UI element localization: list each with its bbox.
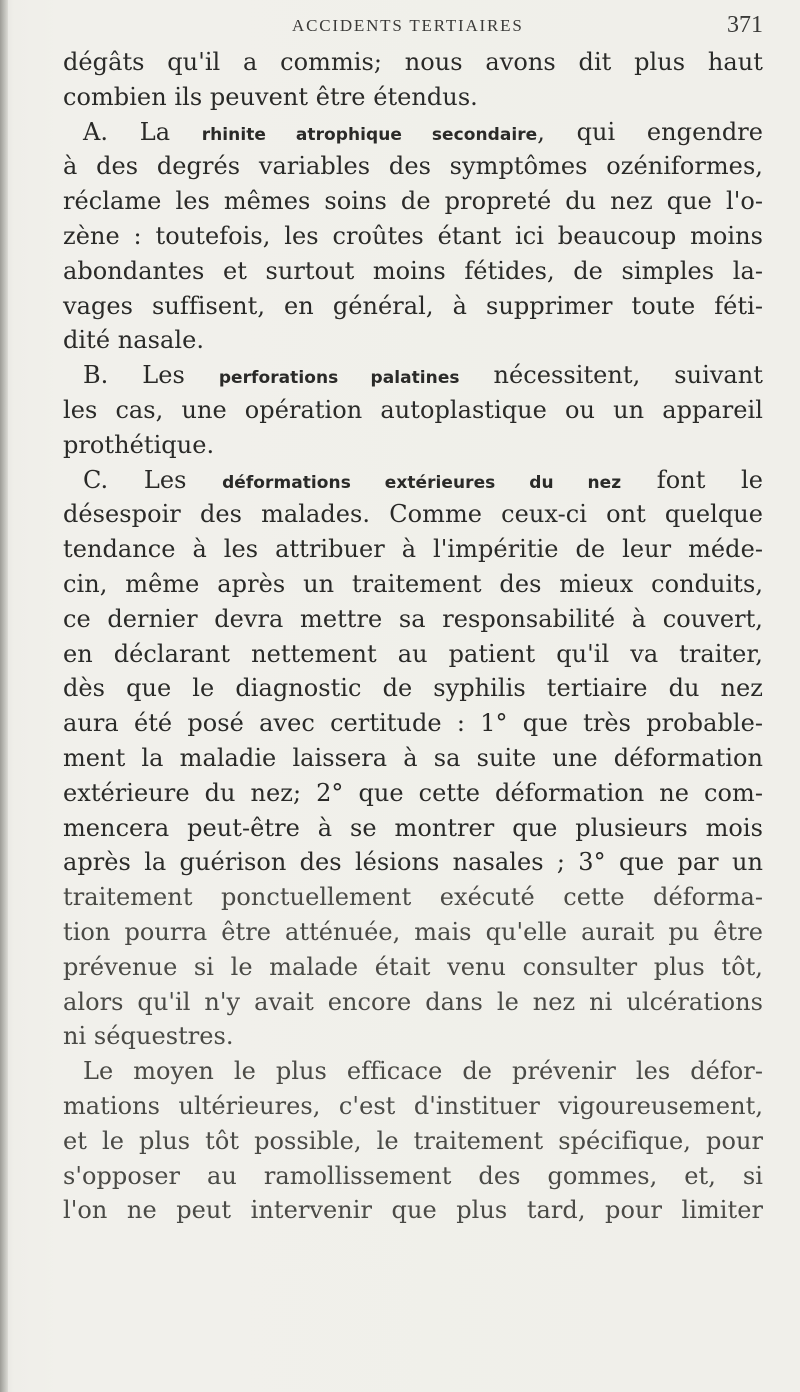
text-line: et le plus tôt possible, le traitement spécifique, pour [63,1126,763,1155]
page-header [0,10,800,40]
text-line: ment la maladie laissera à sa suite une déformation [63,743,763,772]
text-line: traitement ponctuellement exécuté cette déforma- [63,883,763,912]
text-line: zène : toutefois, les croûtes étant ici beaucoup moins [63,221,763,250]
text-fragment: nécessitent, suivant [459,361,763,390]
section-b-heading-line [63,358,763,393]
text-line: réclame les mêmes soins de propreté du nez que l'o- [63,187,763,216]
text-line: ni séquestres. [63,1022,234,1051]
text-line: désespoir des malades. Comme ceux-ci ont quelque [63,500,763,529]
text-line: les cas, une opération autoplastique ou un appareil [63,395,763,424]
text-line: s'opposer au ramollissement des gommes, et, si [63,1161,763,1190]
section-label: A. La [83,117,202,146]
section-term: rhinite atrophique secondaire [201,124,538,145]
text-line: combien ils peuvent être étendus. [63,82,478,111]
section-term: déformations extérieures du nez [222,472,622,493]
text-line: prothétique. [63,430,215,459]
text-line: tendance à les attribuer à l'impéritie de leur méde- [63,535,763,564]
body-text [63,45,763,1228]
text-line: à des degrés variables des symptômes ozéniformes, [63,152,763,181]
section-label: C. Les [83,465,223,494]
section-c-heading-line [63,463,763,498]
text-line: prévenue si le malade était venu consulter plus tôt, [63,952,763,981]
page-binding-shadow [0,0,8,1392]
text-line: mations ultérieures, c'est d'instituer vigoureusement, [63,1091,763,1120]
text-line: en déclarant nettement au patient qu'il va traiter, [63,639,763,668]
text-line: après la guérison des lésions nasales ; 3° que par un [63,848,763,877]
text-line: Le moyen le plus efficace de prévenir les défor- [83,1057,763,1086]
text-fragment: , qui engendre [537,117,764,146]
text-line: aura été posé avec certitude : 1° que très probable- [63,709,763,738]
text-line: abondantes et surtout moins fétides, de simples la- [63,256,763,285]
text-line: cin, même après un traitement des mieux conduits, [63,569,763,598]
text-line: vages suffisent, en général, à supprimer toute féti- [63,291,763,320]
text-line: extérieure du nez; 2° que cette déformation ne com- [63,778,763,807]
running-head: ACCIDENTS TERTIAIRES [292,16,524,35]
text-line: mencera peut-être à se montrer que plusieurs mois [63,813,763,842]
text-line: dès que le diagnostic de syphilis tertiaire du nez [63,674,763,703]
section-term: perforations palatines [218,368,460,389]
text-line: ce dernier devra mettre sa responsabilité à couvert, [63,604,763,633]
text-line: alors qu'il n'y avait encore dans le nez ni ulcérations [63,987,763,1016]
text-line: dité nasale. [63,326,205,355]
section-a-heading-line [63,115,763,150]
text-line: l'on ne peut intervenir que plus tard, pour limiter [63,1196,763,1225]
text-line: dégâts qu'il a commis; nous avons dit plus haut [63,48,763,76]
page-number: 371 [727,12,763,38]
text-line: tion pourra être atténuée, mais qu'elle aurait pu être [63,917,763,946]
text-fragment: font le [621,465,763,494]
section-label: B. Les [83,361,219,390]
